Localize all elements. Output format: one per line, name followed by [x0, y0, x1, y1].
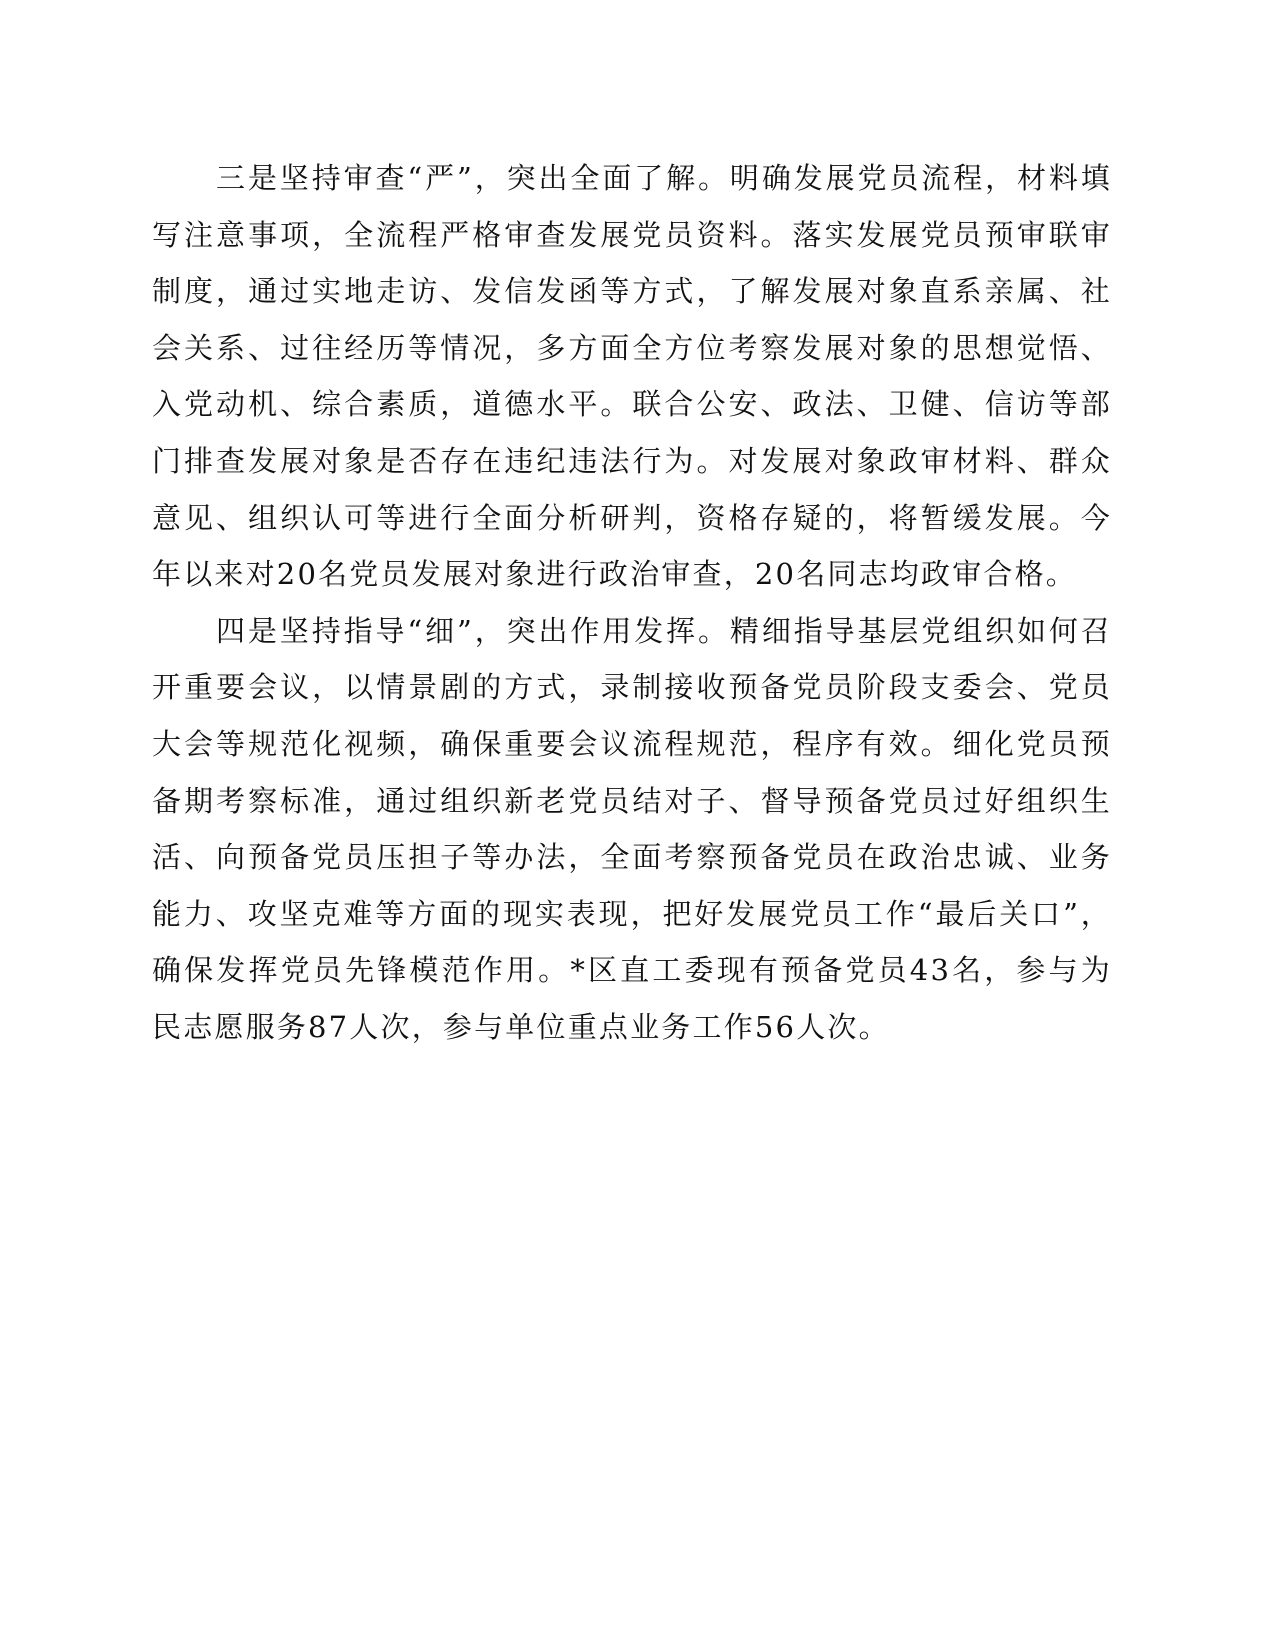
document-body — [152, 150, 1112, 1056]
paragraph-review-strict: 三是坚持审查“严”，突出全面了解。明确发展党员流程，材料填写注意事项，全流程严格审查发展党员资料。落实发展党员预审联审制度，通过实地走访、发信发函等方式，了解发展对象直系亲属、社会关系、过往经历等情况，多方面全方位考察发展对象的思想觉悟、入党动机、综合素质，道德水平。联合公安、政法、卫健、信访等部门排查发展对象是否存在违纪违法行为。对发展对象政审材料、群众意见、组织认可等进行全面分析研判，资格存疑的，将暂缓发展。今年以来对20名党员发展对象进行政治审查，20名同志均政审合格。 — [152, 161, 1112, 592]
paragraph-guidance-detailed: 四是坚持指导“细”，突出作用发挥。精细指导基层党组织如何召开重要会议，以情景剧的方式，录制接收预备党员阶段支委会、党员大会等规范化视频，确保重要会议流程规范，程序有效。细化党员预备期考察标准，通过组织新老党员结对子、督导预备党员过好组织生活、向预备党员压担子等办法，全面考察预备党员在政治忠诚、业务能力、攻坚克难等方面的现实表现，把好发展党员工作“最后关口”，确保发挥党员先锋模范作用。*区直工委现有预备党员43名，参与为民志愿服务87人次，参与单位重点业务工作56人次。 — [152, 613, 1112, 1044]
